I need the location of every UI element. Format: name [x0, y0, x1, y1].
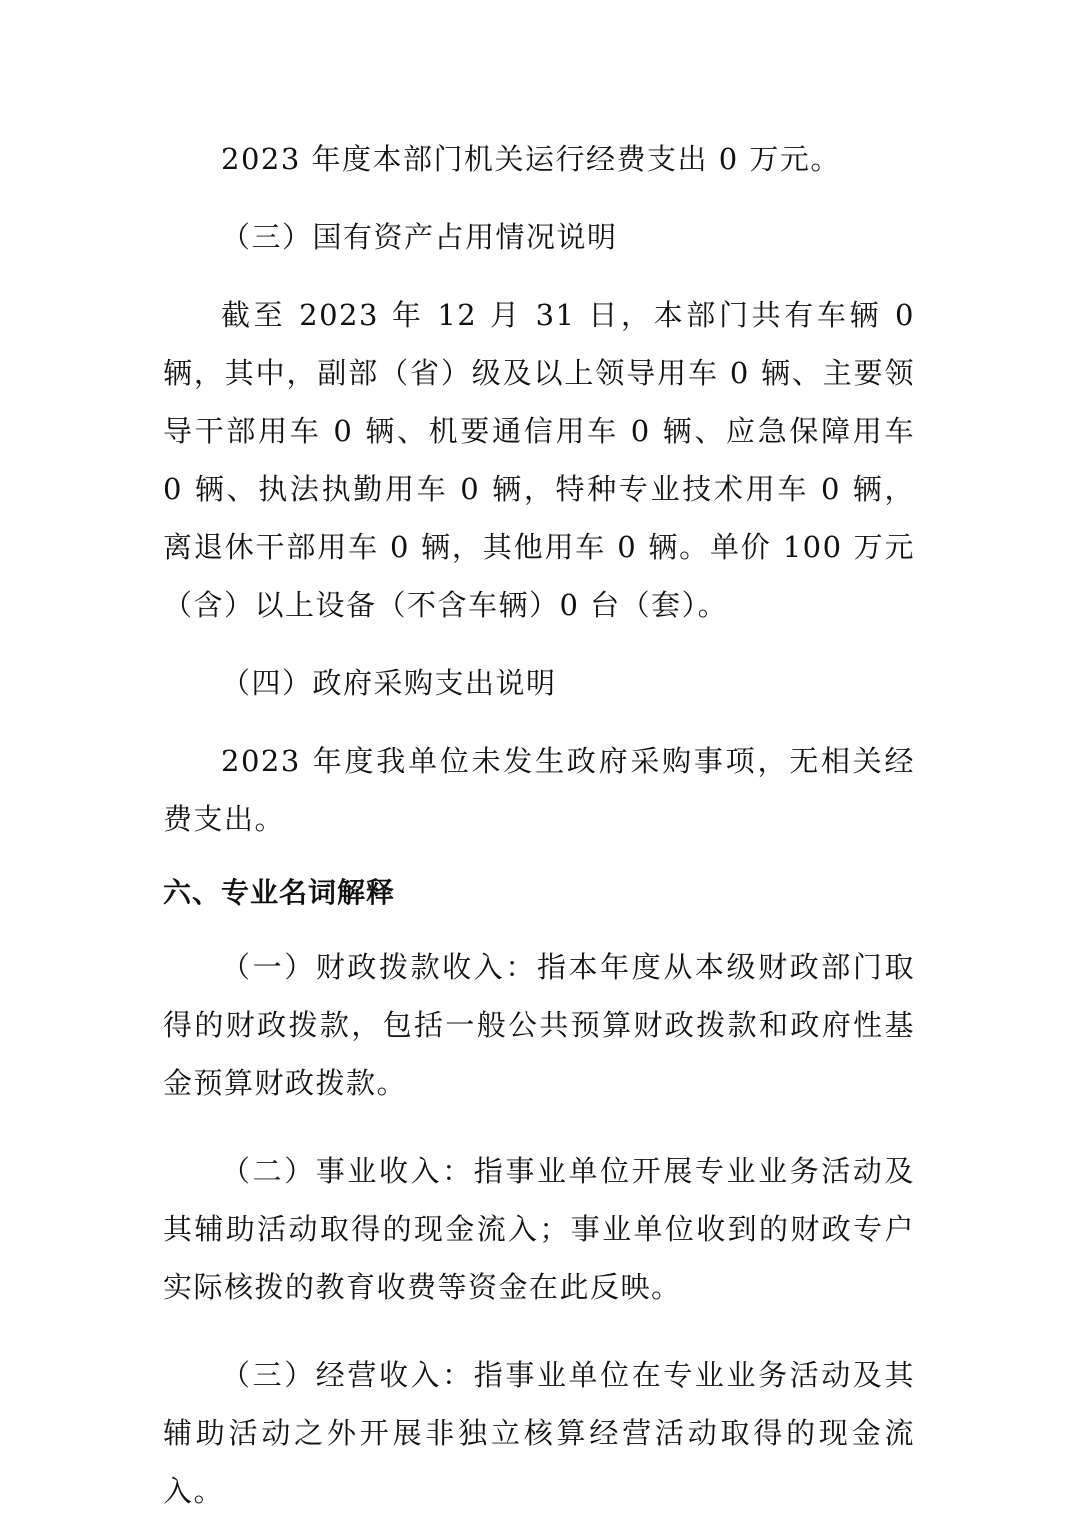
paragraph-procurement: 2023 年度我单位未发生政府采购事项，无相关经费支出。	[163, 744, 915, 836]
paragraph-state-assets: 截至 2023 年 12 月 31 日，本部门共有车辆 0 辆，其中，副部（省）级及以上领导用车 0 辆、主要领导干部用车 0 辆、机要通信用车 0 辆、应急保障用车 0 辆、执法执勤用车 0 辆，特种专业技术用车 0 辆，离退休干部用车 0 辆，其他用车 0 辆。单价 100 万元（含）以上设备（不含车辆）0 台（套）。	[163, 298, 915, 622]
section-heading-state-assets: （三）国有资产占用情况说明	[221, 220, 618, 254]
section-heading-procurement: （四）政府采购支出说明	[221, 666, 557, 700]
term-business-income: （二）事业收入：指事业单位开展专业业务活动及其辅助活动取得的现金流入；事业单位收到的财政专户实际核拨的教育收费等资金在此反映。	[163, 1154, 915, 1304]
term-operating-income: （三）经营收入：指事业单位在专业业务活动及其辅助活动之外开展非独立核算经营活动取得的现金流入。	[163, 1358, 915, 1508]
term-fiscal-appropriation: （一）财政拨款收入：指本年度从本级财政部门取得的财政拨款，包括一般公共预算财政拨款和政府性基金预算财政拨款。	[163, 950, 915, 1100]
document-body	[163, 130, 915, 1520]
chapter-heading-terms: 六、专业名词解释	[163, 876, 396, 909]
paragraph-operating-expense: 2023 年度本部门机关运行经费支出 0 万元。	[221, 142, 841, 176]
